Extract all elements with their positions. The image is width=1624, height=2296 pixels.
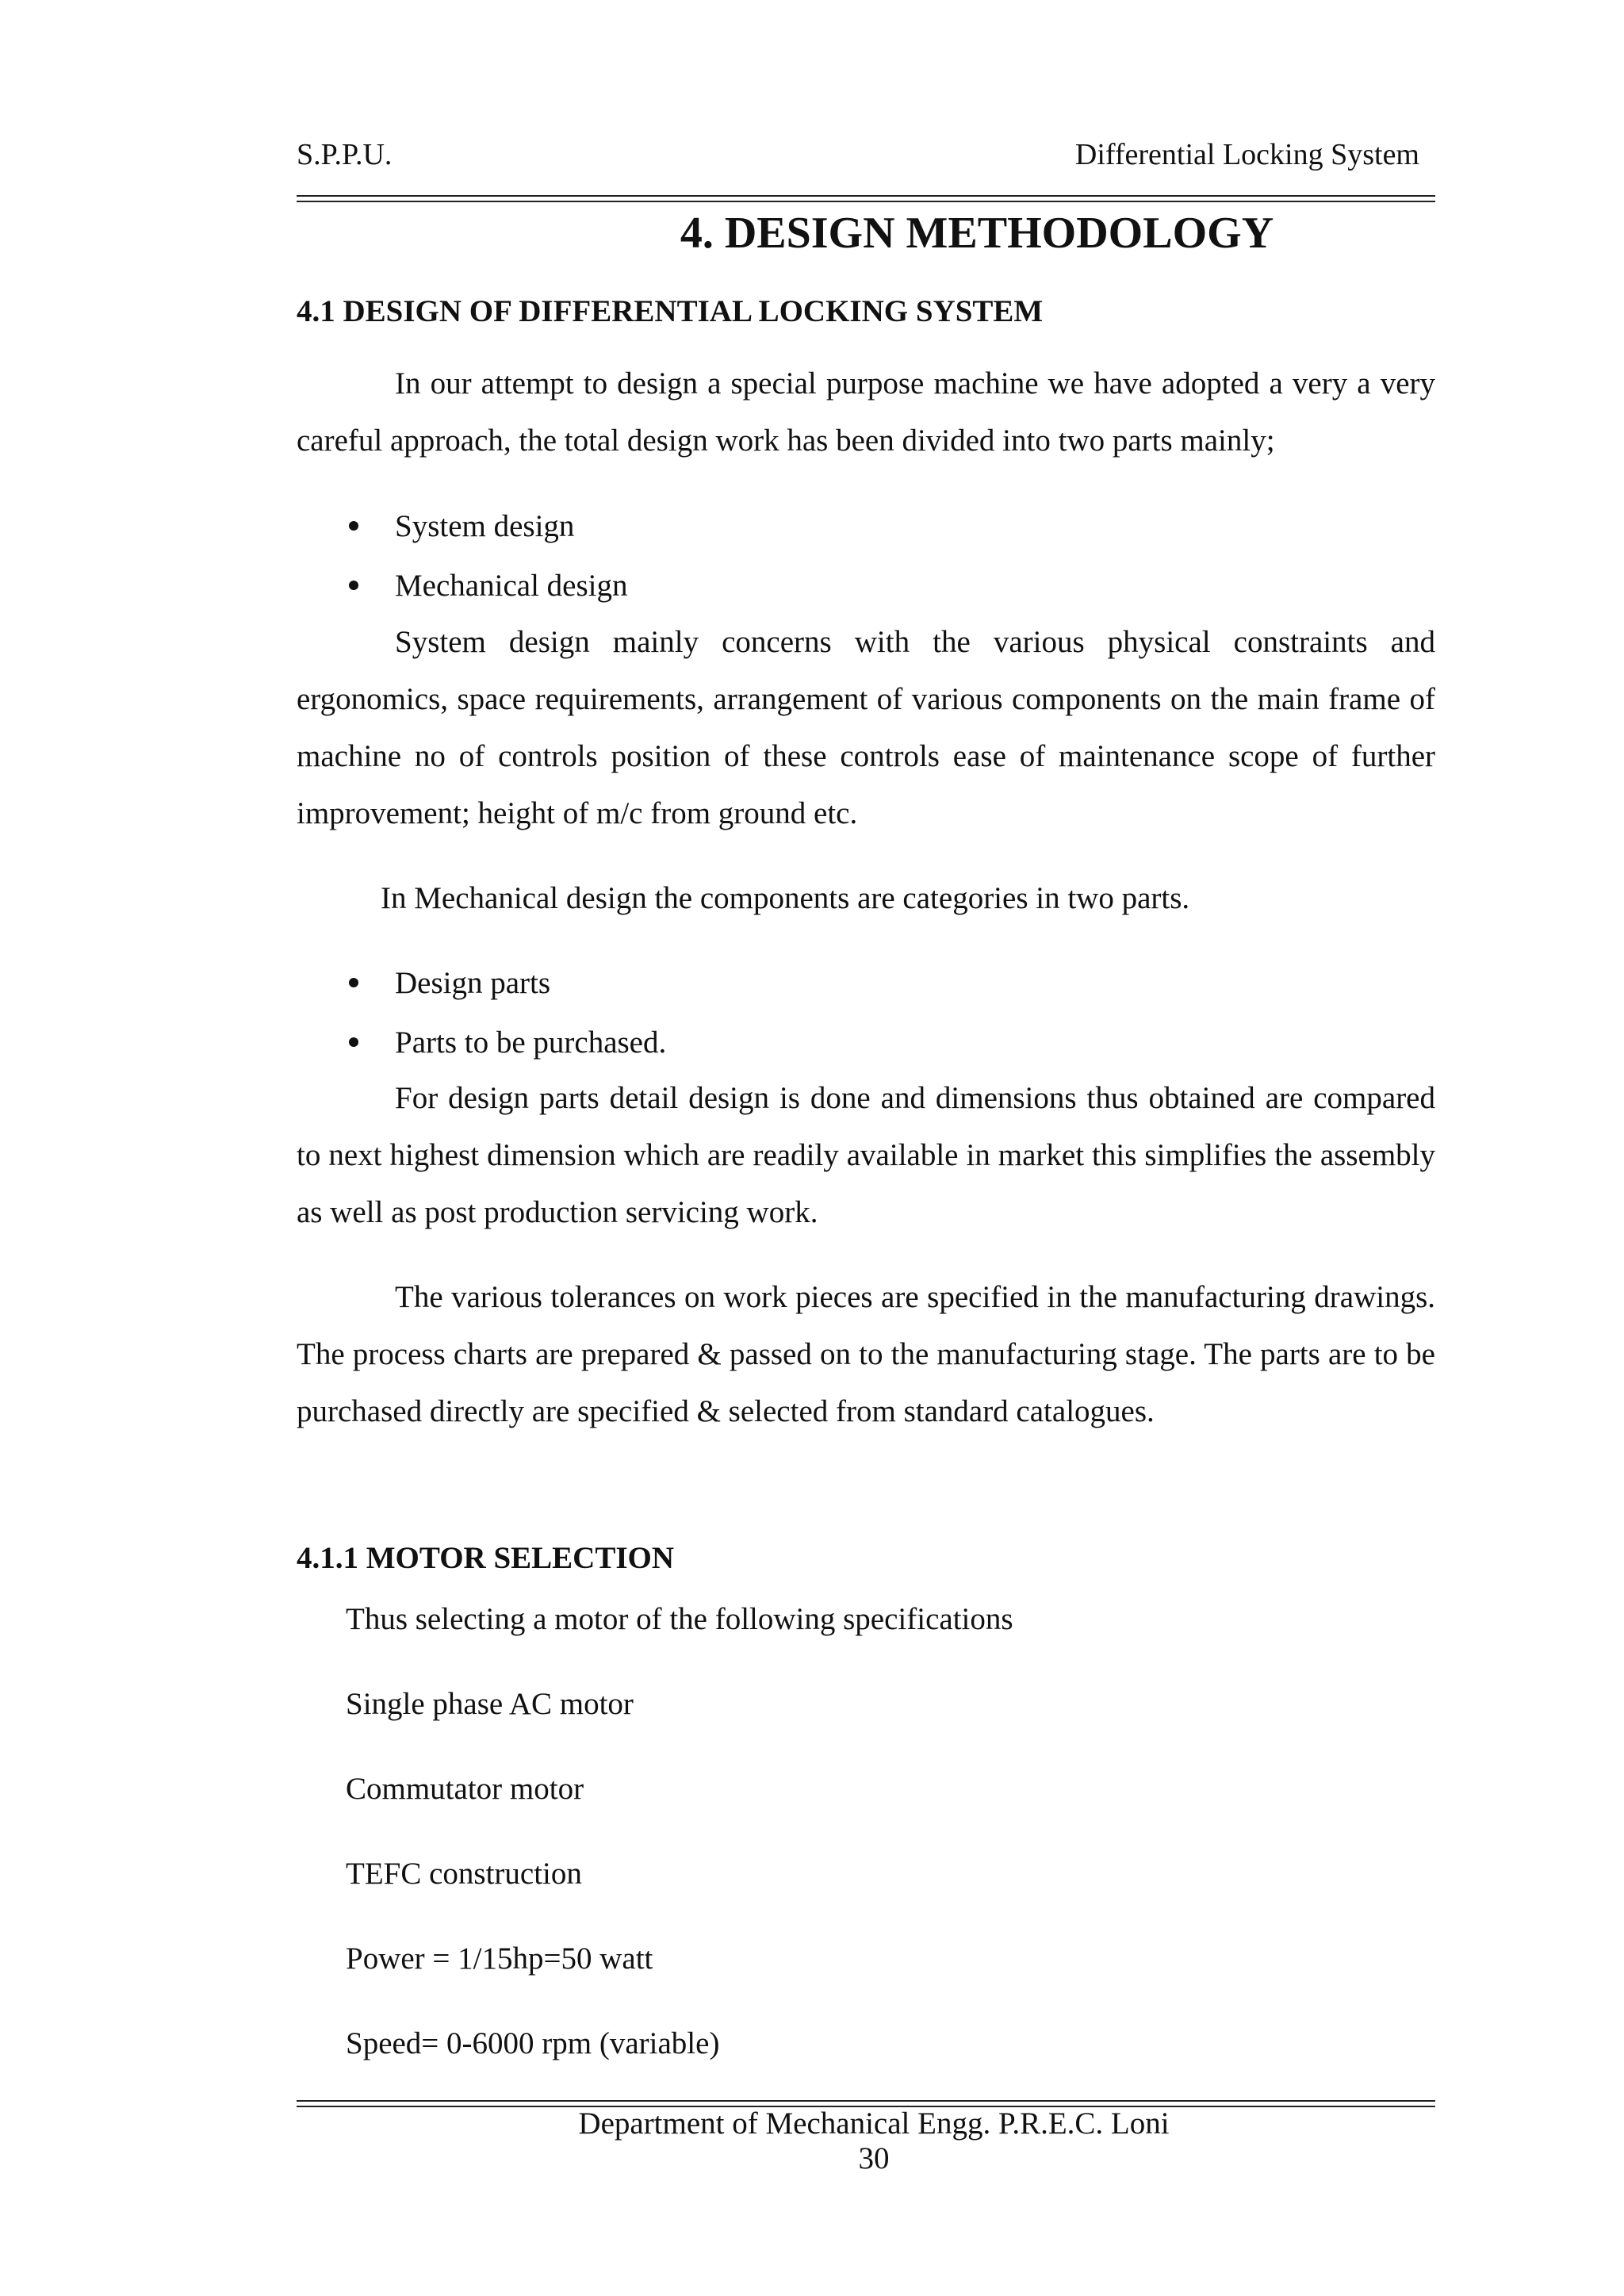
list-item: Mechanical design <box>297 556 627 615</box>
page-footer <box>297 2106 1435 2176</box>
intro-paragraph: In our attempt to design a special purpose machine we have adopted a very a very careful approach, the total design work has been divided into two parts mainly; <box>297 366 1435 458</box>
spec-line: Single phase AC motor <box>346 1687 634 1721</box>
chapter-title: 4. DESIGN METHODOLOGY <box>680 209 1274 258</box>
spec-line: Speed= 0-6000 rpm (variable) <box>346 2026 720 2060</box>
mechanical-design-paragraph: In Mechanical design the components are categories in two parts. <box>381 881 1190 915</box>
list-item: Parts to be purchased. <box>297 1013 666 1072</box>
header-rule <box>297 195 1435 202</box>
spec-line: Power = 1/15hp=50 watt <box>346 1941 653 1976</box>
component-categories-list <box>297 953 666 1072</box>
bullet-icon <box>349 1037 358 1047</box>
bullet-icon <box>349 978 358 987</box>
motor-specifications <box>346 1597 1013 2106</box>
design-parts-paragraph: For design parts detail design is done and dimensions thus obtained are compared to next highest dimension which are readily available in market this simplifies the assembly as well as post production servicing work. <box>297 1081 1435 1229</box>
section-heading-4-1-1: 4.1.1 MOTOR SELECTION <box>297 1541 675 1575</box>
bullet-icon <box>349 521 358 531</box>
header-university: S.P.P.U. <box>297 138 393 171</box>
spec-line: Thus selecting a motor of the following specifications <box>346 1602 1013 1636</box>
design-parts-list <box>297 496 627 615</box>
list-item: Design parts <box>297 953 666 1013</box>
list-item: System design <box>297 496 627 556</box>
page-number: 30 <box>858 2141 890 2175</box>
spec-line: Commutator motor <box>346 1772 584 1806</box>
bullet-icon <box>349 581 358 590</box>
header-project-title: Differential Locking System <box>1074 138 1419 171</box>
document-page <box>297 0 1435 2296</box>
tolerances-paragraph: The various tolerances on work pieces are specified in the manufacturing drawings. The process charts are prepared & passed on to the manufacturing stage. The parts are to be purchased directly are specified & selected from standard catalogues. <box>297 1280 1435 1428</box>
footer-department: Department of Mechanical Engg. P.R.E.C. Loni <box>578 2106 1170 2141</box>
section-heading-4-1: 4.1 DESIGN OF DIFFERENTIAL LOCKING SYSTEM <box>297 294 1044 328</box>
system-design-paragraph: System design mainly concerns with the various physical constraints and ergonomics, space requirements, arrangement of various components on the main frame of machine no of controls position of these controls ease of maintenance scope of further improvement; height of m/c from ground etc. <box>297 625 1435 830</box>
spec-line: TEFC construction <box>346 1857 582 1891</box>
